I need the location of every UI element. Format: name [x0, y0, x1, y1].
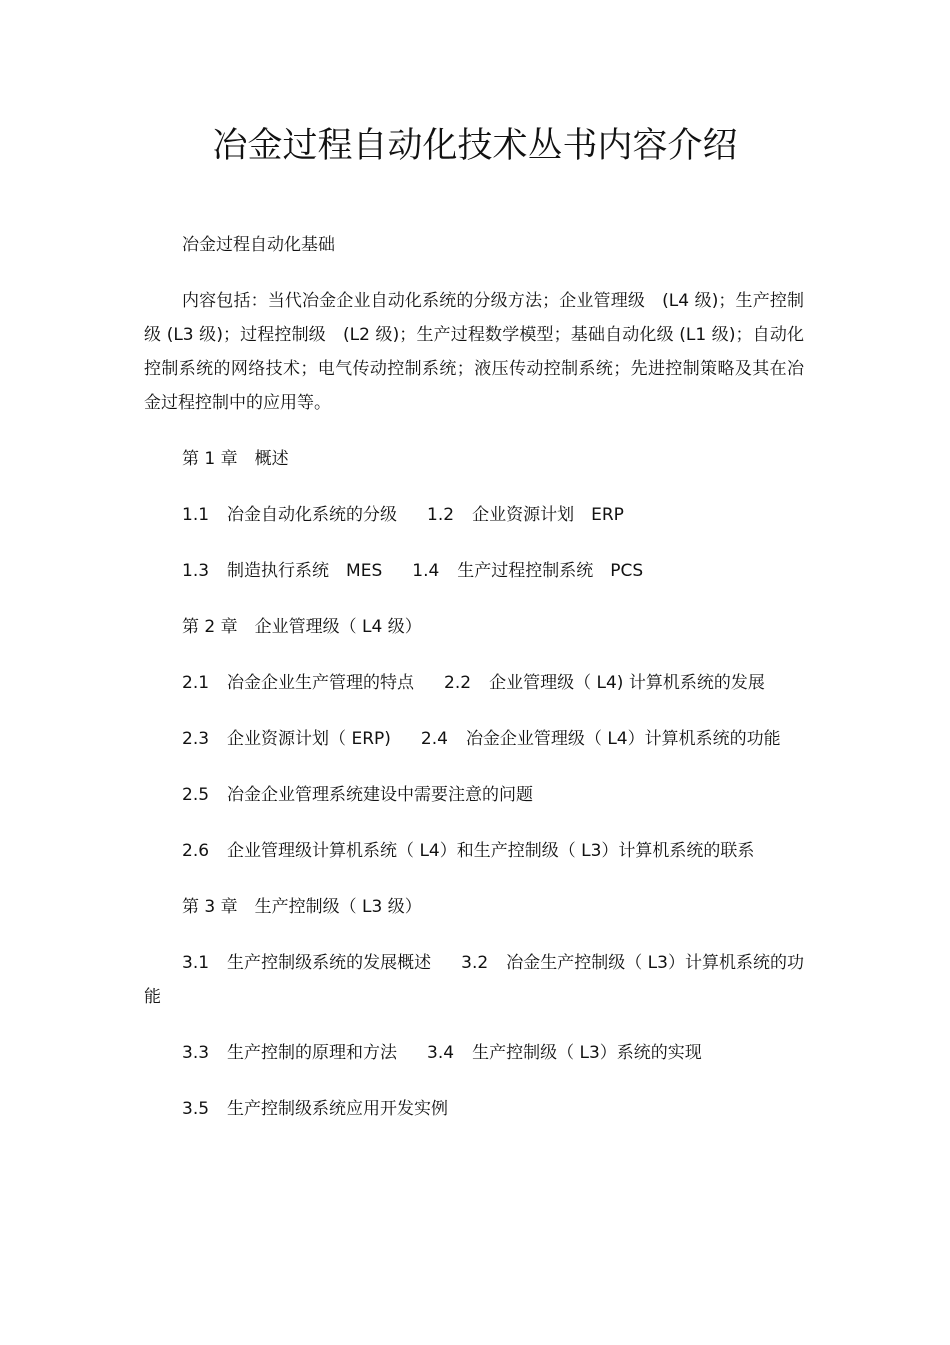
section-number: 3.2: [461, 953, 489, 973]
section-number: 1.3: [182, 561, 210, 581]
section-title: 生产过程控制系统 PCS: [457, 561, 644, 581]
section-number: 1.1: [182, 505, 210, 525]
section-number: 2.6: [182, 841, 210, 861]
book-subtitle: 冶金过程自动化基础: [182, 235, 335, 255]
section-title: 制造执行系统 MES: [227, 561, 383, 581]
section-title: 企业资源计划（ ERP): [227, 729, 391, 749]
section-line-2-5: [144, 778, 804, 812]
section-title: 冶金企业生产管理的特点: [227, 673, 415, 693]
section-number: 1.2: [427, 505, 455, 525]
section-line-3-3: [144, 1036, 804, 1070]
chapter-heading-1: 第 1 章 概述: [182, 449, 289, 469]
section-number: 3.3: [182, 1043, 210, 1063]
section-title: 生产控制的原理和方法: [227, 1043, 398, 1063]
section-number: 2.5: [182, 785, 210, 805]
document-title: 冶金过程自动化技术丛书内容介绍: [212, 126, 738, 166]
section-title: 生产控制级（ L3）系统的实现: [472, 1043, 702, 1063]
section-title: 企业管理级计算机系统（ L4）和生产控制级（ L3）计算机系统的联系: [227, 841, 755, 861]
section-title: 生产控制级系统的发展概述: [227, 953, 432, 973]
document-body: [144, 228, 804, 1148]
intro-paragraph: 内容包括：当代冶金企业自动化系统的分级方法；企业管理级 (L4 级)；生产控制级 (L3 级)；过程控制级 (L2 级)；生产过程数学模型；基础自动化级 (L1 级)；自动化控制系统的网络技术；电气传动控制系统；液压传动控制系统；先进控制策略及其在冶金过程控制中的应用等。: [144, 291, 804, 413]
section-number: 3.5: [182, 1099, 210, 1119]
section-title: 冶金生产控制级（ L3）计算机系统的功能: [144, 953, 804, 1007]
section-title: 企业管理级（ L4) 计算机系统的发展: [489, 673, 765, 693]
section-number: 1.4: [412, 561, 440, 581]
section-number: 2.3: [182, 729, 210, 749]
section-number: 2.2: [444, 673, 472, 693]
section-line-2-3: [144, 722, 804, 756]
section-number: 3.4: [427, 1043, 455, 1063]
section-line-1-1: [144, 498, 804, 532]
section-number: 3.1: [182, 953, 210, 973]
section-title: 企业资源计划 ERP: [472, 505, 624, 525]
section-line-2-1: [144, 666, 804, 700]
section-line-3-1: [144, 946, 804, 1014]
section-line-2-6: [144, 834, 804, 868]
section-number: 2.1: [182, 673, 210, 693]
chapter-heading-2: 第 2 章 企业管理级（ L4 级）: [182, 617, 422, 637]
section-title: 生产控制级系统应用开发实例: [227, 1099, 449, 1119]
section-title: 冶金自动化系统的分级: [227, 505, 398, 525]
chapter-heading-3: 第 3 章 生产控制级（ L3 级）: [182, 897, 422, 917]
section-title: 冶金企业管理系统建设中需要注意的问题: [227, 785, 534, 805]
section-line-3-5: [144, 1092, 804, 1126]
section-line-1-3: [144, 554, 804, 588]
section-title: 冶金企业管理级（ L4）计算机系统的功能: [465, 729, 781, 749]
section-number: 2.4: [420, 729, 448, 749]
